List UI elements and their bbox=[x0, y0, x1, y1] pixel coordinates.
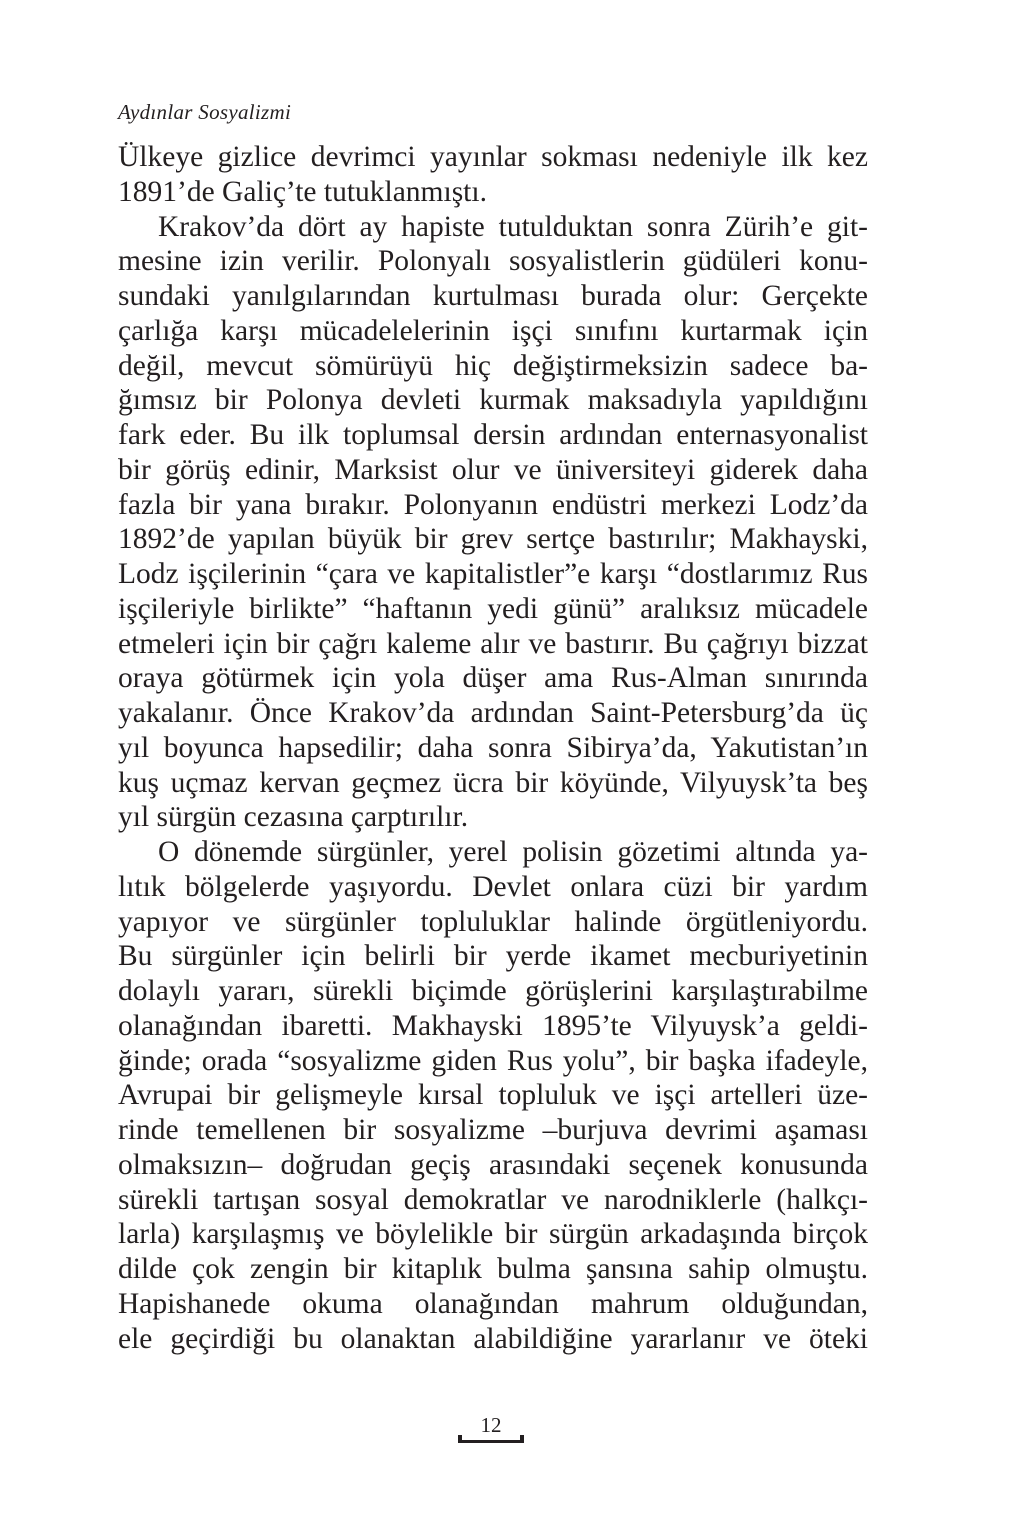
text-line: Krakov’da dört ay hapiste tutulduktan sonra Zürih’e git- bbox=[158, 210, 868, 243]
text-line: kuş uçmaz kervan geçmez ücra bir köyünde, Vilyuysk’ta beş bbox=[118, 766, 868, 799]
text-line: lıtık bölgelerde yaşıyordu. Devlet onlara cüzi bir yardım bbox=[118, 870, 868, 903]
text-line: yıl sürgün cezasına çarptırılır. bbox=[118, 801, 469, 834]
text-line: rinde temellenen bir sosyalizme –burjuva devrimi aşaması bbox=[118, 1114, 868, 1146]
text-line: yapıyor ve sürgünler topluluklar halinde örgütleniyordu. bbox=[118, 905, 868, 938]
text-line: oraya götürmek için yola düşer ama Rus-Alman sınırında bbox=[118, 662, 868, 695]
text-line: işçileriyle birlikte” “haftanın yedi günü” aralıksız mücadele bbox=[118, 592, 868, 625]
text-line: larla) karşılaşmış ve böylelikle bir sürgün arkadaşında birçok bbox=[118, 1218, 868, 1251]
folio-rule bbox=[458, 1440, 524, 1443]
text-line: bir görüş edinir, Marksist olur ve üniversiteyi giderek daha bbox=[118, 453, 868, 486]
text-line: ğinde; orada “sosyalizme giden Rus yolu”, bir başka ifadeyle, bbox=[118, 1044, 868, 1077]
text-line: 1891’de Galiç’te tutuklanmıştı. bbox=[118, 175, 487, 208]
text-line: fazla bir yana bırakır. Polonyanın endüstri merkezi Lodz’da bbox=[118, 488, 868, 521]
text-line: olanağından ibaretti. Makhayski 1895’te Vilyuysk’a geldi- bbox=[118, 1009, 868, 1042]
running-header: Aydınlar Sosyalizmi bbox=[118, 100, 292, 124]
text-line: Lodz işçilerinin “çara ve kapitalistler”e karşı “dostlarımız Rus bbox=[118, 558, 868, 590]
text-line: mesine izin verilir. Polonyalı sosyalistlerin güdüleri konu- bbox=[118, 245, 868, 278]
text-line: sundaki yanılgılarından kurtulması burada olur: Gerçekte bbox=[118, 280, 868, 312]
text-line: ele geçirdiği bu olanaktan alabildiğine yararlanır ve öteki bbox=[118, 1322, 868, 1355]
text-line: Ülkeye gizlice devrimci yayınlar sokması nedeniyle ilk kez bbox=[118, 141, 868, 173]
body-text bbox=[118, 140, 868, 1356]
page-number: 12 bbox=[480, 1413, 502, 1437]
text-line: fark eder. Bu ilk toplumsal dersin ardından enternasyonalist bbox=[118, 419, 868, 451]
text-line: sürekli tartışan sosyal demokratlar ve narodniklerle (halkçı- bbox=[118, 1183, 868, 1216]
text-line: etmeleri için bir çağrı kaleme alır ve bastırır. Bu çağrıyı bizzat bbox=[118, 627, 868, 660]
text-line: yakalanır. Önce Krakov’da ardından Saint-Petersburg’da üç bbox=[118, 697, 868, 729]
text-line: 1892’de yapılan büyük bir grev sertçe bastırılır; Makhayski, bbox=[118, 523, 868, 556]
text-line: Hapishanede okuma olanağından mahrum olduğundan, bbox=[118, 1287, 868, 1320]
text-line: çarlığa karşı mücadelelerinin işçi sınıfını kurtarmak için bbox=[118, 314, 868, 347]
page-number-folio bbox=[458, 1413, 524, 1445]
text-line: Avrupai bir gelişmeyle kırsal topluluk ve işçi artelleri üze- bbox=[118, 1079, 868, 1112]
text-line: Bu sürgünler için belirli bir yerde ikamet mecburiyetinin bbox=[118, 940, 868, 973]
text-line: ğımsız bir Polonya devleti kurmak maksadıyla yapıldığını bbox=[118, 384, 868, 417]
text-line: dolaylı yararı, sürekli biçimde görüşlerini karşılaştırabilme bbox=[118, 975, 868, 1007]
text-line: olmaksızın– doğrudan geçiş arasındaki seçenek konusunda bbox=[118, 1148, 868, 1181]
text-line: O dönemde sürgünler, yerel polisin gözetimi altında ya- bbox=[158, 836, 868, 868]
text-line: dilde çok zengin bir kitaplık bulma şansına sahip olmuştu. bbox=[118, 1253, 868, 1285]
text-line: değil, mevcut sömürüyü hiç değiştirmeksizin sadece ba- bbox=[118, 349, 868, 382]
text-line: yıl boyunca hapsedilir; daha sonra Sibirya’da, Yakutistan’ın bbox=[118, 731, 868, 764]
